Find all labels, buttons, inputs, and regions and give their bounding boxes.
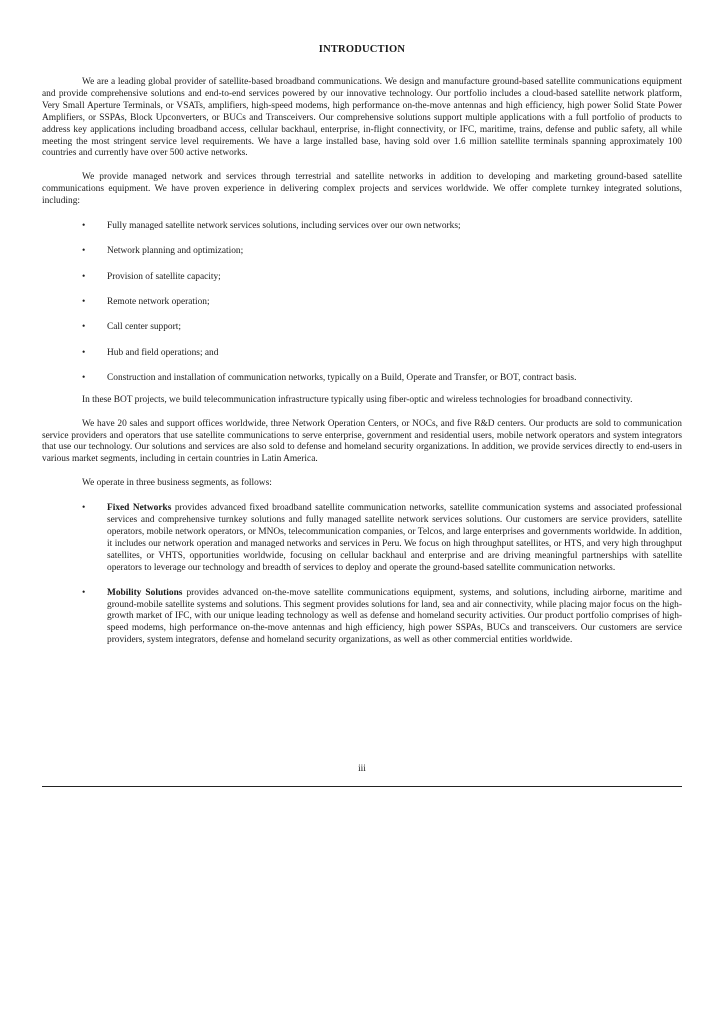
- list-item-text: Remote network operation;: [107, 296, 210, 307]
- bullet-icon: •: [82, 271, 86, 282]
- segments-list: [42, 503, 682, 647]
- segments-intro-paragraph: We operate in three business segments, as follows:: [82, 478, 272, 489]
- intro-paragraph: We are a leading global provider of satellite-based broadband communications. We design and manufacture ground-based satellite communications equipment and provide comprehensive solutions and end-to-end services powered by our innovative technology. Our portfolio includes a cloud-based satellite network platform, Very Small Aperture Terminals, or VSATs, amplifiers, high-speed modems, high performance on-the-move antennas and high efficiency, high power Solid State Power Amplifiers, or SSPAs, Block Upconverters, or BUCs and Transceivers. Our comprehensive solutions support multiple applications with a full portfolio of products to address key applications including broadband access, cellular backhaul, enterprise, in-flight connectivity, or IFC, maritime, trains, defense and public safety, all while meeting the most stringent service level requirements. We have a large installed base, having sold over 1.6 million satellite terminals spanning approximately 100 countries and currently have over 500 active networks.: [42, 77, 682, 159]
- bullet-icon: •: [82, 221, 86, 232]
- segment-name: Fixed Networks: [107, 503, 172, 514]
- bullet-icon: •: [82, 347, 86, 358]
- list-item: [42, 588, 682, 648]
- document-page: [42, 44, 682, 647]
- list-item: [42, 221, 682, 233]
- bullet-icon: •: [82, 503, 86, 514]
- bullet-icon: •: [82, 587, 86, 598]
- services-paragraph: We provide managed network and services through terrestrial and satellite networks in addition to developing and marketing ground-based satellite communications equipment. We have proven experience in delivering complex projects and services worldwide. We offer complete turnkey integrated solutions, including:: [42, 172, 682, 207]
- page-title: INTRODUCTION: [318, 44, 406, 55]
- bullet-icon: •: [82, 322, 86, 333]
- list-item: [42, 246, 682, 258]
- list-item-text: Call center support;: [107, 322, 181, 333]
- list-item-text: Hub and field operations; and: [107, 347, 219, 358]
- list-item-text: Fully managed satellite network services solutions, including services over our own networks;: [107, 221, 461, 232]
- offices-paragraph: We have 20 sales and support offices worldwide, three Network Operation Centers, or NOCs, and five R&D centers. Our products are sold to communication service providers and operators that use satellite communications to serve enterprise, government and residential users, mobile network operators and system integrators that use our technology. Our solutions and services are also sold to defense and homeland security organizations. In addition, we provide services directly to end-users in various market segments, including in certain countries in Latin America.: [42, 418, 682, 465]
- list-item: [42, 297, 682, 309]
- segment-description: provides advanced on-the-move satellite communications equipment, systems, and solutions, including airborne, maritime and ground-mobile satellite systems and solutions. This segment provides solutions for land, sea and air connectivity, while placing major focus on the high-growth market of IFC, with our unique leading technology as well as defense and homeland security activities. Our product portfolio comprises of high-speed modems, high performance on-the-move antennas and high efficiency, high power SSPAs, BUCs and transceivers. Our customers are service providers, system integrators, defense and homeland security organizations, as well as other commercial entities worldwide.: [107, 587, 682, 646]
- footer-divider: [42, 786, 682, 787]
- bullet-icon: •: [82, 372, 86, 383]
- bullet-icon: •: [82, 296, 86, 307]
- list-item: [42, 348, 682, 360]
- list-item: [42, 272, 682, 284]
- bot-paragraph: In these BOT projects, we build telecommunication infrastructure typically using fiber-optic and wireless technologies for broadband connectivity.: [82, 394, 633, 405]
- list-item: [42, 503, 682, 574]
- list-item-text: Construction and installation of communication networks, typically on a Build, Operate and Transfer, or BOT, contract basis.: [107, 372, 577, 383]
- list-item: [42, 322, 682, 334]
- page-number: iii: [358, 764, 366, 774]
- bullet-icon: •: [82, 246, 86, 257]
- segment-description: provides advanced fixed broadband satellite communication networks, satellite communication systems and associated professional services and comprehensive turnkey solutions and fully managed satellite network services solutions. Our customers are service providers, satellite operators, mobile network operators, or MNOs, telecommunication companies, or Telcos, and large enterprises and governments worldwide. In addition, it includes our network operation and managed networks and services in Peru. We focus on high throughput satellites, or HTS, and very high throughput satellites, or VHTS, opportunities worldwide, focusing on cellular backhaul and enterprise and are driving meaningful partnerships with satellite operators to leverage our technology and breadth of services to deploy and operate the ground-based satellite communication networks.: [107, 503, 682, 573]
- list-item: [42, 373, 682, 385]
- segment-name: Mobility Solutions: [107, 587, 183, 598]
- solutions-list: [42, 221, 682, 385]
- list-item-text: Provision of satellite capacity;: [107, 271, 221, 282]
- list-item-text: Network planning and optimization;: [107, 246, 244, 257]
